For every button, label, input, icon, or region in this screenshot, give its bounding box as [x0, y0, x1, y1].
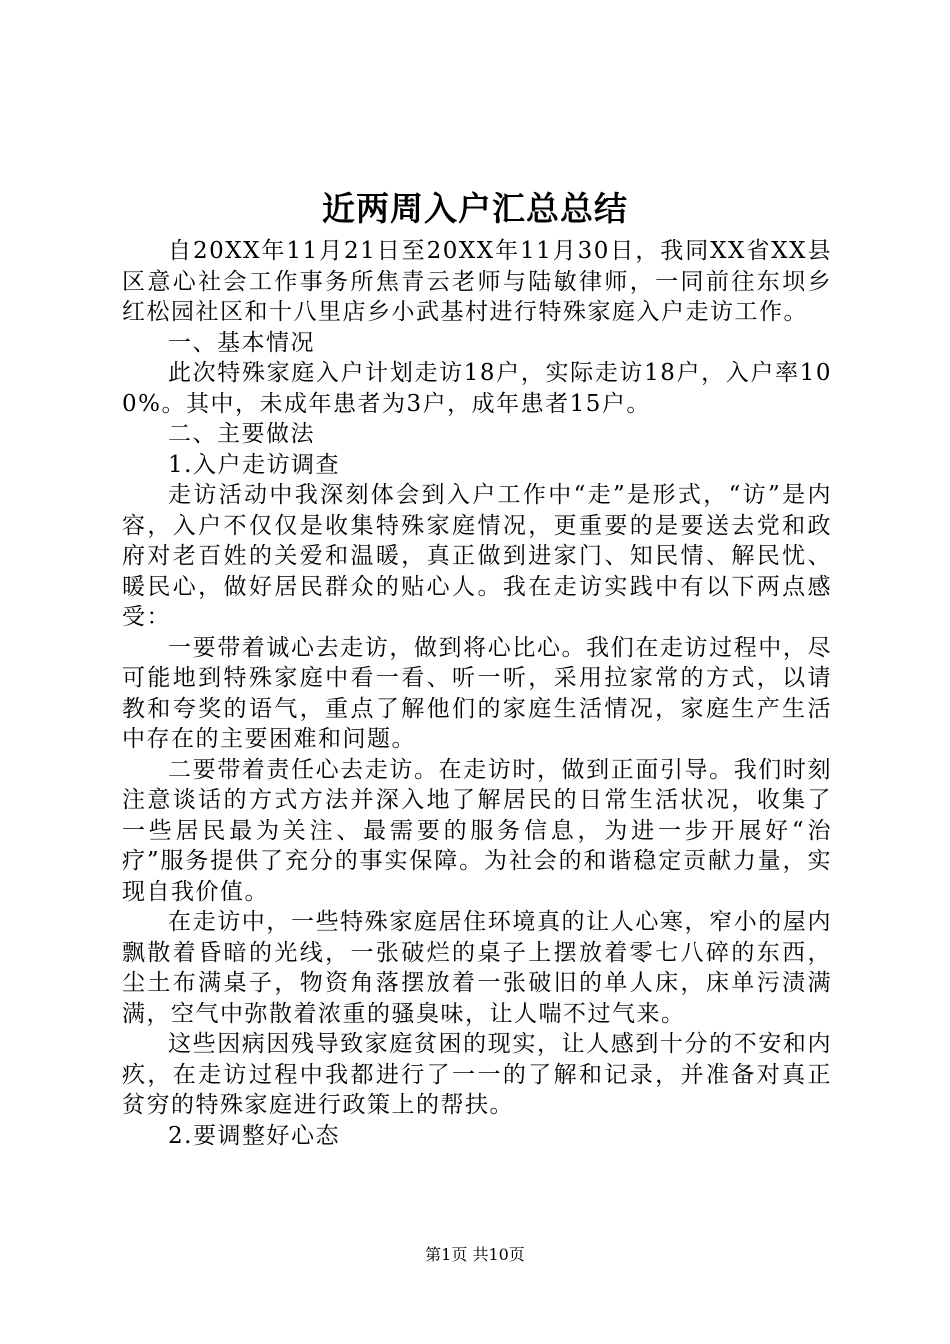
paragraph-visit-experience: 走访活动中我深刻体会到入户工作中“走”是形式，“访”是内容，入户不仅仅是收集特殊家庭情况，更重要的是要送去党和政府对老百姓的关爱和温暖，真正做到进家门、知民情、解民忧、暖民心，做好居民群众的贴心人。我在走访实践中有以下两点感受：	[122, 482, 832, 630]
document-body	[122, 236, 832, 1151]
subheading-home-visit-survey: 1.入户走访调查	[168, 451, 340, 478]
paragraph-responsibility: 二要带着责任心去走访。在走访时，做到正面引导。我们时刻注意谈话的方式方法并深入地了解居民的日常生活状况，收集了一些居民最为关注、最需要的服务信息，为进一步开展好“治疗”服务提供了充分的事实保障。为社会的和谐稳定贡献力量，实现自我价值。	[122, 756, 832, 905]
paragraph-intro: 自20XX年11月21日至20XX年11月30日，我同XX省XX县区意心社会工作事务所焦青云老师与陆敏律师，一同前往东坝乡红松园社区和十八里店乡小武基村进行特殊家庭入户走访工作。	[122, 238, 832, 325]
paragraph-sincerity: 一要带着诚心去走访，做到将心比心。我们在走访过程中，尽可能地到特殊家庭中看一看、听一听，采用拉家常的方式，以请教和夸奖的语气，重点了解他们的家庭生活情况，家庭生产生活中存在的主要困难和问题。	[122, 634, 832, 752]
heading-basic-situation: 一、基本情况	[168, 329, 315, 356]
paragraph-basic-situation: 此次特殊家庭入户计划走访18户，实际走访18户，入户率100%。其中，未成年患者为3户，成年患者15户。	[122, 360, 832, 417]
subheading-adjust-mindset: 2.要调整好心态	[168, 1122, 340, 1149]
heading-main-methods: 二、主要做法	[168, 421, 315, 447]
page-number-footer: 第1页 共10页	[425, 1245, 525, 1264]
paragraph-living-conditions: 在走访中，一些特殊家庭居住环境真的让人心寒，窄小的屋内飘散着昏暗的光线，一张破烂的桌子上摆放着零七八碎的东西，尘土布满桌子，物资角落摆放着一张破旧的单人床，床单污渍满满，空气中弥散着浓重的骚臭味，让人喘不过气来。	[122, 909, 832, 1027]
paragraph-poverty-reality: 这些因病因残导致家庭贫困的现实，让人感到十分的不安和内疚，在走访过程中我都进行了一一的了解和记录，并准备对真正贫穷的特殊家庭进行政策上的帮扶。	[122, 1031, 832, 1118]
document-title: 近两周入户汇总总结	[322, 189, 628, 228]
